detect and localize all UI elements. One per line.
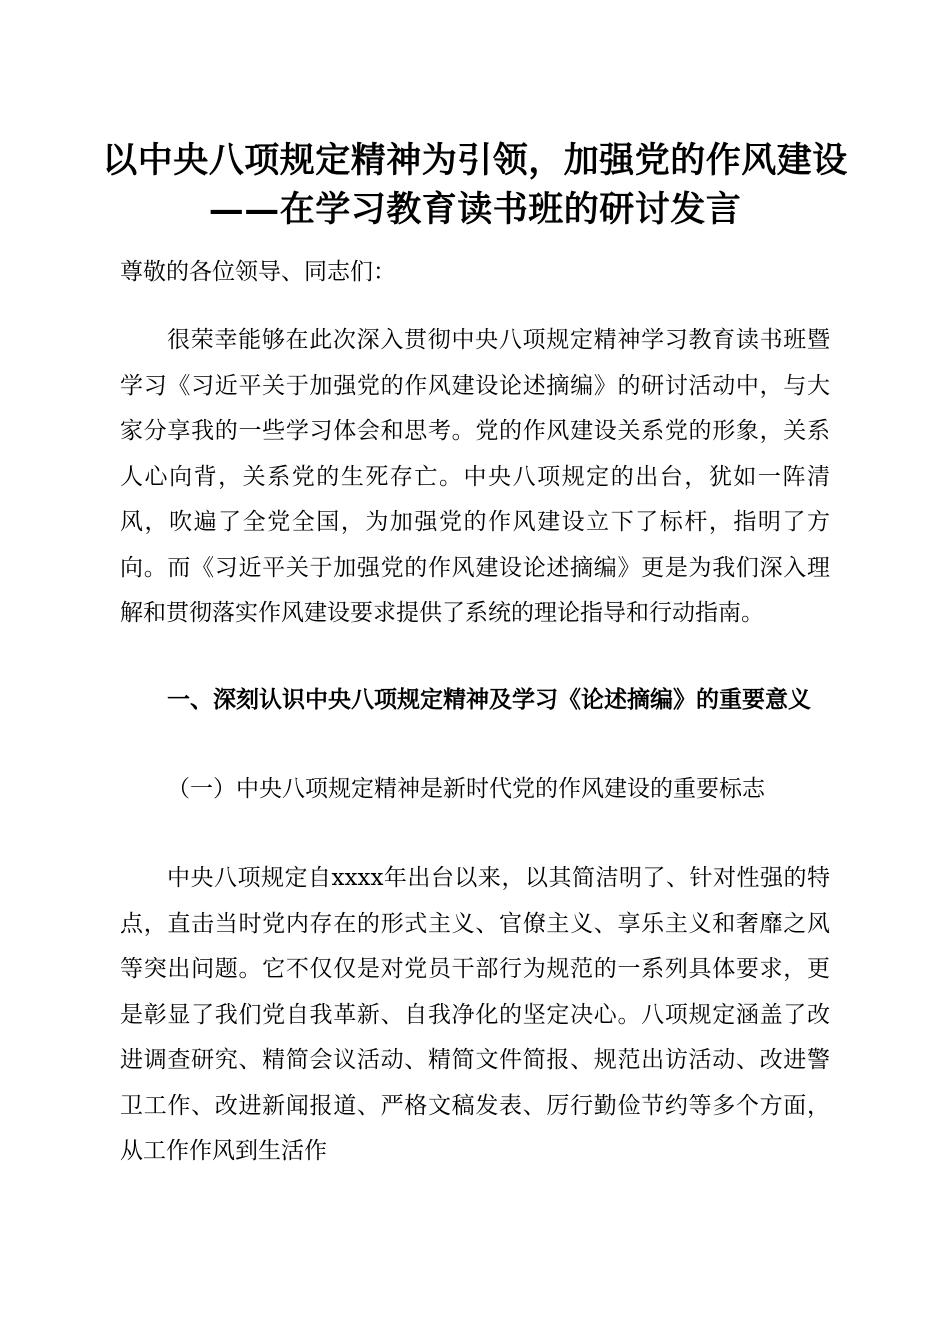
body-paragraph-2: 中央八项规定自xxxx年出台以来，以其简洁明了、针对性强的特点，直击当时党内存在的形式主义、官僚主义、享乐主义和奢靡之风等突出问题。它不仅仅是对党员干部行为规范的一系列具体要求，更是彰显了我们党自我革新、自我净化的坚定决心。八项规定涵盖了改进调查研究、精简会议活动、精简文件简报、规范出访活动、改进警卫工作、改进新闻报道、严格文稿发表、厉行勤俭节约等多个方面，从工作作风到生活作 — [120, 865, 830, 1164]
section-heading-1: 一、深刻认识中央八项规定精神及学习《论述摘编》的重要意义 — [167, 687, 811, 713]
salutation: 尊敬的各位领导、同志们： — [120, 259, 396, 285]
subsection-heading-1-1: （一）中央八项规定精神是新时代党的作风建设的重要标志 — [167, 776, 765, 802]
intro-paragraph: 很荣幸能够在此次深入贯彻中央八项规定精神学习教育读书班暨学习《习近平关于加强党的作风建设论述摘编》的研讨活动中，与大家分享我的一些学习体会和思考。党的作风建设关系党的形象，关系人心向背，关系党的生死存亡。中央八项规定的出台，犹如一阵清风，吹遍了全党全国，为加强党的作风建设立下了标杆，指明了方向。而《习近平关于加强党的作风建设论述摘编》更是为我们深入理解和贯彻落实作风建设要求提供了系统的理论指导和行动指南。 — [120, 327, 830, 626]
document-title: 以中央八项规定精神为引领，加强党的作风建设——在学习教育读书班的研讨发言 — [102, 140, 848, 230]
